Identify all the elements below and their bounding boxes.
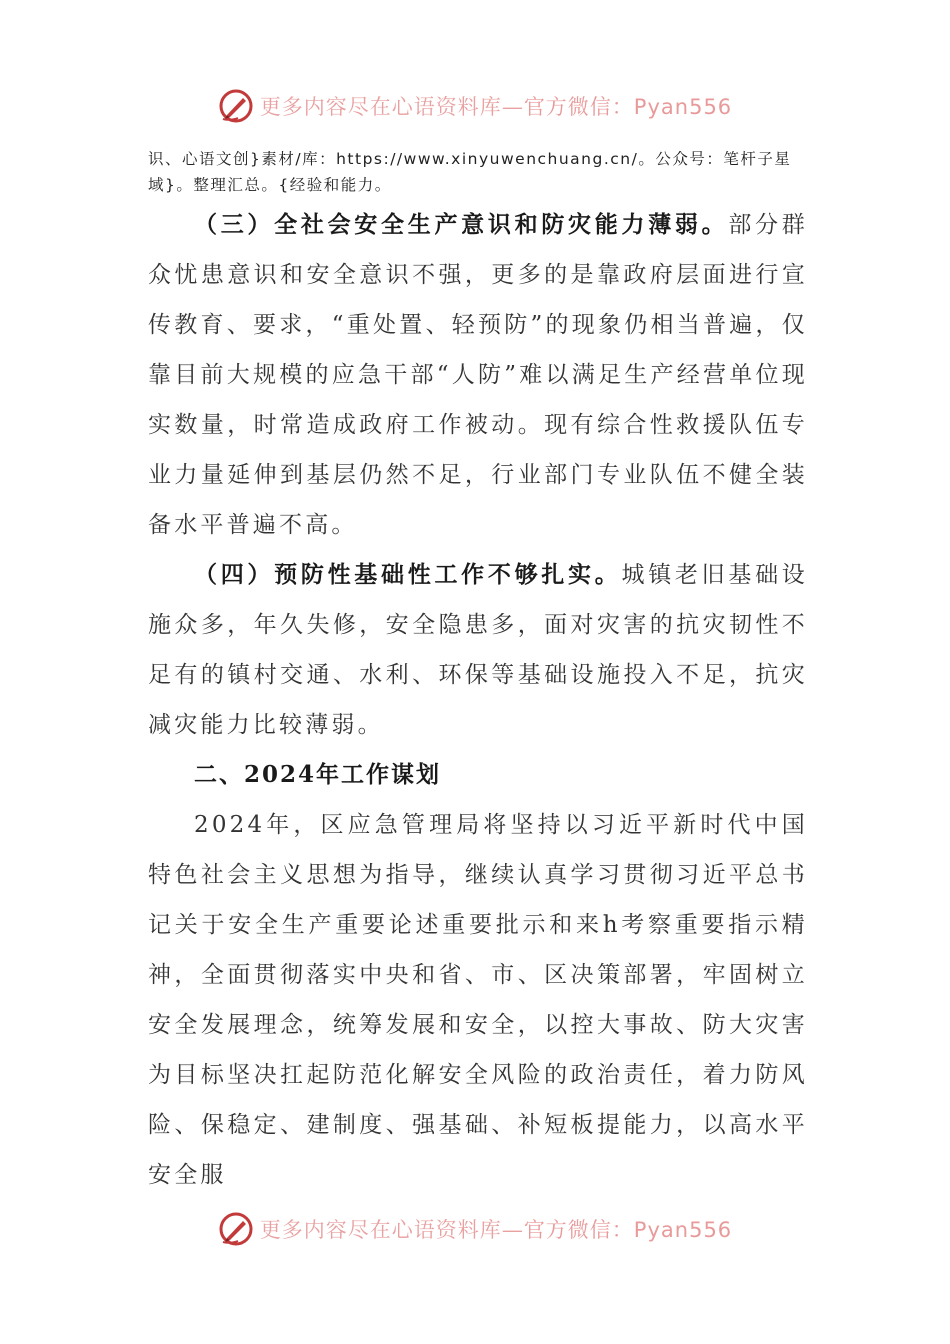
footer-banner <box>0 1207 950 1251</box>
header-banner-separator: — <box>501 95 524 119</box>
section-4-heading: （四）预防性基础性工作不够扎实。 <box>194 561 622 588</box>
footer-banner-wechat: 官方微信：Pyan556 <box>523 1218 733 1242</box>
footer-banner-text <box>260 1214 732 1244</box>
header-banner-title: 更多内容尽在心语资料库 <box>259 95 502 119</box>
footer-banner-inner <box>218 1211 732 1247</box>
footer-banner-separator: — <box>501 1218 524 1242</box>
footer-banner-title: 更多内容尽在心语资料库 <box>259 1218 502 1242</box>
document-body <box>148 200 808 1200</box>
paragraph-section-3 <box>148 200 808 550</box>
pen-logo-icon <box>218 88 254 124</box>
header-banner-wechat: 官方微信：Pyan556 <box>523 95 733 119</box>
paragraph-2024-plan: 2024年，区应急管理局将坚持以习近平新时代中国特色社会主义思想为指导，继续认真学习贯彻习近平总书记关于安全生产重要论述重要批示和来h考察重要指示精神，全面贯彻落实中央和省、市、区决策部署，牢固树立安全发展理念，统筹发展和安全，以控大事故、防大灾害为目标坚决扛起防范化解安全风险的政治责任，着力防风险、保稳定、建制度、强基础、补短板提能力，以高水平安全服 <box>148 812 808 1188</box>
section-3-text: 部分群众忧患意识和安全意识不强，更多的是靠政府层面进行宣传教育、要求，“重处置、轻预防”的现象仍相当普遍，仅靠目前大规模的应急干部“人防”难以满足生产经营单位现实数量，时常造成政府工作被动。现有综合性救援队伍专业力量延伸到基层仍然不足，行业部门专业队伍不健全装备水平普遍不高。 <box>148 212 808 538</box>
section-3-heading: （三）全社会安全生产意识和防灾能力薄弱。 <box>194 211 729 238</box>
source-note: 识、心语文创}素材/库：https://www.xinyuwenchuang.cn/。公众号：笔杆子星域}。整理汇总。{经验和能力。 <box>148 150 792 194</box>
section-4-text: 城镇老旧基础设施众多，年久失修，安全隐患多，面对灾害的抗灾韧性不足有的镇村交通、水利、环保等基础设施投入不足，抗灾减灾能力比较薄弱。 <box>148 562 808 738</box>
header-banner-text <box>260 91 732 121</box>
header-banner <box>0 84 950 128</box>
paragraph-section-4 <box>148 550 808 750</box>
pen-logo-icon <box>218 1211 254 1247</box>
header-banner-inner <box>218 88 732 124</box>
section-heading-2024-plan: 二、2024年工作谋划 <box>194 761 442 788</box>
